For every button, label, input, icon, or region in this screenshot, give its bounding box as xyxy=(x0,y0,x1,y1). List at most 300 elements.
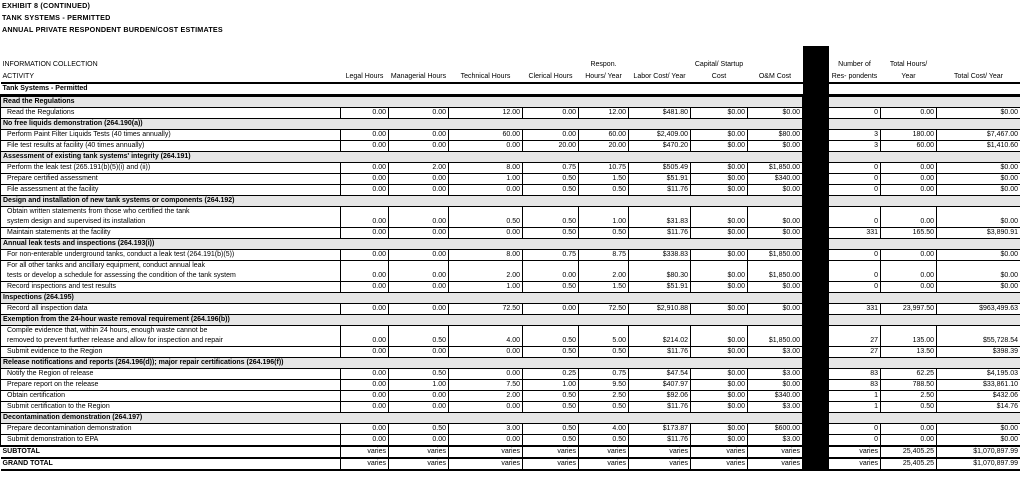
burden-cost-table xyxy=(0,46,1020,471)
managerial-hours-cell: 0.50 xyxy=(389,326,449,347)
table-body xyxy=(1,96,1020,471)
table-row xyxy=(1,250,1020,261)
total-hours-cell: 2.50 xyxy=(881,391,937,402)
legal-hours-cell: 0.00 xyxy=(341,424,389,435)
total-hours-cell: 0.00 xyxy=(881,185,937,196)
subtotal-row xyxy=(1,446,1020,458)
total-hours-cell: 60.00 xyxy=(881,141,937,152)
capital-cost-cell: $0.00 xyxy=(691,326,748,347)
total-cost-cell: $0.00 xyxy=(937,207,1020,228)
total-label: SUBTOTAL xyxy=(1,446,341,458)
technical-hours-cell: 0.00 xyxy=(449,141,523,152)
labor-cost-cell: $92.06 xyxy=(629,391,691,402)
capital-cost-cell: $0.00 xyxy=(691,304,748,315)
legal-hours-cell: 0.00 xyxy=(341,304,389,315)
capital-cost-cell: $0.00 xyxy=(691,250,748,261)
respondent-hours-total-cell: varies xyxy=(579,446,629,458)
clerical-hours-cell: 0.25 xyxy=(523,369,579,380)
technical-hours-cell: 1.00 xyxy=(449,174,523,185)
technical-hours-cell: 1.00 xyxy=(449,282,523,293)
column-separator xyxy=(803,261,829,282)
legal-hours-cell: 0.00 xyxy=(341,261,389,282)
om-cost-cell: $0.00 xyxy=(748,141,803,152)
total-cost-cell: $14.76 xyxy=(937,402,1020,413)
legal-hours-cell: 0.00 xyxy=(341,163,389,174)
column-separator xyxy=(803,83,829,96)
respondent-hours-cell: 2.00 xyxy=(579,261,629,282)
total-cost-cell: $7,467.00 xyxy=(937,130,1020,141)
section-filler xyxy=(829,239,1020,250)
total-cost-cell: $55,728.54 xyxy=(937,326,1020,347)
total-hours-cell: 0.00 xyxy=(881,435,937,447)
om-cost-cell: $0.00 xyxy=(748,108,803,119)
table-row xyxy=(1,163,1020,174)
total-hours-cell: 0.00 xyxy=(881,108,937,119)
column-separator xyxy=(803,380,829,391)
clerical-hours-total-cell: varies xyxy=(523,458,579,470)
activity-label xyxy=(1,141,341,152)
activity-label-line: Obtain certification xyxy=(7,392,65,399)
respondent-hours-cell: 0.50 xyxy=(579,347,629,358)
total-cost-cell: $398.39 xyxy=(937,347,1020,358)
legal-hours-cell: 0.00 xyxy=(341,326,389,347)
om-cost-total-cell: varies xyxy=(748,446,803,458)
tank-systems-title: Tank Systems - Permitted xyxy=(1,83,803,96)
column-separator xyxy=(803,46,829,83)
managerial-hours-cell: 0.00 xyxy=(389,141,449,152)
number-respondents-cell: 0 xyxy=(829,261,881,282)
labor-cost-cell: $407.97 xyxy=(629,380,691,391)
total-cost-total-cell: $1,070,897.99 xyxy=(937,446,1020,458)
total-cost-cell: $0.00 xyxy=(937,261,1020,282)
labor-cost-total-cell: varies xyxy=(629,458,691,470)
activity-label-line: Record inspections and test results xyxy=(7,283,116,290)
labor-cost-cell: $2,910.88 xyxy=(629,304,691,315)
capital-cost-cell: $0.00 xyxy=(691,402,748,413)
managerial-hours-total-cell: varies xyxy=(389,446,449,458)
capital-cost-cell: $0.00 xyxy=(691,163,748,174)
column-separator xyxy=(803,119,829,130)
table-row xyxy=(1,228,1020,239)
activity-label xyxy=(1,108,341,119)
total-hours-cell: 788.50 xyxy=(881,380,937,391)
total-cost-cell: $0.00 xyxy=(937,435,1020,447)
column-separator xyxy=(803,141,829,152)
column-separator xyxy=(803,358,829,369)
number-respondents-cell: 83 xyxy=(829,380,881,391)
capital-cost-cell: $0.00 xyxy=(691,207,748,228)
legal-hours-cell: 0.00 xyxy=(341,174,389,185)
section-filler xyxy=(829,293,1020,304)
column-separator xyxy=(803,282,829,293)
respondent-hours-cell: 0.75 xyxy=(579,369,629,380)
section-filler xyxy=(829,358,1020,369)
managerial-hours-cell: 0.00 xyxy=(389,174,449,185)
total-cost-cell: $4,195.03 xyxy=(937,369,1020,380)
section-header-row xyxy=(1,413,1020,424)
legal-hours-cell: 0.00 xyxy=(341,228,389,239)
om-cost-cell: $1,850.00 xyxy=(748,326,803,347)
respondent-hours-cell: 0.50 xyxy=(579,185,629,196)
managerial-hours-cell: 0.00 xyxy=(389,130,449,141)
total-hours-cell: 0.00 xyxy=(881,250,937,261)
clerical-hours-cell: 20.00 xyxy=(523,141,579,152)
column-separator xyxy=(803,326,829,347)
table-row xyxy=(1,130,1020,141)
activity-label-line: Prepare certified assessment xyxy=(7,175,98,182)
table-title: TANK SYSTEMS - PERMITTED xyxy=(2,13,111,22)
labor-cost-cell: $51.91 xyxy=(629,282,691,293)
column-separator xyxy=(803,130,829,141)
clerical-hours-cell: 0.50 xyxy=(523,185,579,196)
labor-cost-cell: $470.20 xyxy=(629,141,691,152)
total-hours-cell: 0.00 xyxy=(881,163,937,174)
section-title: No free liquids demonstration (264.190(a)) xyxy=(1,119,803,130)
column-separator xyxy=(803,347,829,358)
section-filler xyxy=(829,196,1020,207)
table-row xyxy=(1,369,1020,380)
column-separator xyxy=(803,315,829,326)
legal-hours-total-cell: varies xyxy=(341,446,389,458)
section-header-row xyxy=(1,293,1020,304)
respondent-hours-cell: 20.00 xyxy=(579,141,629,152)
number-respondents-cell: 0 xyxy=(829,435,881,447)
respondent-hours-cell: 0.50 xyxy=(579,402,629,413)
labor-cost-cell: $11.76 xyxy=(629,185,691,196)
number-respondents-cell: 0 xyxy=(829,250,881,261)
legal-hours-cell: 0.00 xyxy=(341,282,389,293)
total-cost-header: Total Cost/ Year xyxy=(953,72,1004,80)
column-separator xyxy=(803,458,829,470)
respondent-hours-cell: 0.50 xyxy=(579,435,629,447)
activity-label xyxy=(1,304,341,315)
column-separator xyxy=(803,402,829,413)
column-separator xyxy=(803,163,829,174)
column-separator xyxy=(803,108,829,119)
clerical-hours-cell: 1.00 xyxy=(523,380,579,391)
om-cost-cell: $0.00 xyxy=(748,304,803,315)
section-filler xyxy=(829,413,1020,424)
capital-cost-cell: $0.00 xyxy=(691,347,748,358)
table-row xyxy=(1,424,1020,435)
managerial-hours-header: Managerial Hours xyxy=(390,72,447,80)
managerial-hours-cell: 2.00 xyxy=(389,163,449,174)
section-title: Annual leak tests and inspections (264.193(i)) xyxy=(1,239,803,250)
table-row xyxy=(1,347,1020,358)
managerial-hours-cell: 0.50 xyxy=(389,424,449,435)
table-row xyxy=(1,261,1020,282)
om-cost-cell: $1,850.00 xyxy=(748,261,803,282)
labor-cost-cell: $11.76 xyxy=(629,228,691,239)
legal-hours-cell: 0.00 xyxy=(341,130,389,141)
clerical-hours-cell: 0.50 xyxy=(523,282,579,293)
section-title: Decontamination demonstration (264.197) xyxy=(1,413,803,424)
total-cost-cell: $963,499.63 xyxy=(937,304,1020,315)
technical-hours-cell: 60.00 xyxy=(449,130,523,141)
total-label: GRAND TOTAL xyxy=(1,458,341,470)
table-row xyxy=(1,207,1020,228)
total-cost-cell: $0.00 xyxy=(937,424,1020,435)
column-separator xyxy=(803,304,829,315)
om-cost-total-cell: varies xyxy=(748,458,803,470)
activity-label xyxy=(1,282,341,293)
number-respondents-total-cell: varies xyxy=(829,458,881,470)
clerical-hours-cell: 0.50 xyxy=(523,402,579,413)
clerical-hours-cell: 0.50 xyxy=(523,435,579,447)
number-respondents-cell: 27 xyxy=(829,347,881,358)
labor-cost-header: Labor Cost/ Year xyxy=(633,72,686,80)
section-filler xyxy=(829,152,1020,163)
clerical-hours-cell: 0.50 xyxy=(523,391,579,402)
om-cost-cell: $80.00 xyxy=(748,130,803,141)
total-cost-total-cell: $1,070,897.99 xyxy=(937,458,1020,470)
section-header-row xyxy=(1,119,1020,130)
activity-label xyxy=(1,207,341,228)
technical-hours-cell: 8.00 xyxy=(449,250,523,261)
labor-cost-cell: $11.76 xyxy=(629,402,691,413)
section-title: Design and installation of new tank systems or components (264.192) xyxy=(1,196,803,207)
total-hours-cell: 13.50 xyxy=(881,347,937,358)
activity-label-line: File assessment at the facility xyxy=(7,186,99,193)
technical-hours-cell: 0.00 xyxy=(449,402,523,413)
capital-cost-total-cell: varies xyxy=(691,446,748,458)
legal-hours-total-cell: varies xyxy=(341,458,389,470)
activity-label xyxy=(1,228,341,239)
activity-label-line: Submit demonstration to EPA xyxy=(7,436,99,443)
section-header-row xyxy=(1,315,1020,326)
respondent-hours-cell: 1.00 xyxy=(579,207,629,228)
clerical-hours-cell: 0.50 xyxy=(523,347,579,358)
respondent-hours-cell: 5.00 xyxy=(579,326,629,347)
respondent-hours-cell: 0.50 xyxy=(579,228,629,239)
column-separator xyxy=(803,228,829,239)
table-row xyxy=(1,108,1020,119)
legal-hours-cell: 0.00 xyxy=(341,250,389,261)
column-separator xyxy=(803,239,829,250)
total-hours-cell: 23,997.50 xyxy=(881,304,937,315)
section-header-row xyxy=(1,358,1020,369)
total-hours-cell: 62.25 xyxy=(881,369,937,380)
activity-label-line: Maintain statements at the facility xyxy=(7,229,111,236)
activity-label-line: Notify the Region of release xyxy=(7,370,94,377)
managerial-hours-cell: 0.00 xyxy=(389,228,449,239)
table-row xyxy=(1,304,1020,315)
activity-label xyxy=(1,402,341,413)
column-separator xyxy=(803,152,829,163)
total-cost-cell: $0.00 xyxy=(937,185,1020,196)
activity-label xyxy=(1,435,341,447)
number-respondents-cell: 0 xyxy=(829,174,881,185)
total-cost-cell: $0.00 xyxy=(937,108,1020,119)
column-separator xyxy=(803,174,829,185)
om-cost-cell: $340.00 xyxy=(748,174,803,185)
total-hours-cell: 165.50 xyxy=(881,228,937,239)
activity-label xyxy=(1,163,341,174)
technical-hours-cell: 0.00 xyxy=(449,185,523,196)
table-row xyxy=(1,391,1020,402)
activity-label-line: tests or develop a schedule for assessing the condition of the tank system xyxy=(7,272,236,279)
respondent-hours-total-cell: varies xyxy=(579,458,629,470)
technical-hours-cell: 4.00 xyxy=(449,326,523,347)
section-header-row xyxy=(1,152,1020,163)
activity-column-header: INFORMATION COLLECTION ACTIVITY xyxy=(2,61,98,80)
activity-label-line: Submit evidence to the Region xyxy=(7,348,103,355)
technical-hours-cell: 72.50 xyxy=(449,304,523,315)
table-row xyxy=(1,380,1020,391)
column-separator xyxy=(803,196,829,207)
activity-label-line: Submit certification to the Region xyxy=(7,403,110,410)
technical-hours-cell: 2.00 xyxy=(449,261,523,282)
managerial-hours-cell: 0.00 xyxy=(389,185,449,196)
total-cost-cell: $1,410.60 xyxy=(937,141,1020,152)
total-hours-total-cell: 25,405.25 xyxy=(881,446,937,458)
capital-cost-cell: $0.00 xyxy=(691,228,748,239)
labor-cost-cell: $47.54 xyxy=(629,369,691,380)
managerial-hours-cell: 0.00 xyxy=(389,261,449,282)
table-row xyxy=(1,141,1020,152)
section-header-row xyxy=(1,196,1020,207)
capital-cost-cell: $0.00 xyxy=(691,424,748,435)
om-cost-cell: $1,850.00 xyxy=(748,163,803,174)
activity-label xyxy=(1,130,341,141)
labor-cost-cell: $11.76 xyxy=(629,435,691,447)
technical-hours-cell: 0.00 xyxy=(449,435,523,447)
om-cost-cell: $600.00 xyxy=(748,424,803,435)
total-hours-cell: 0.00 xyxy=(881,424,937,435)
activity-label xyxy=(1,185,341,196)
total-hours-cell: 0.00 xyxy=(881,207,937,228)
legal-hours-header: Legal Hours xyxy=(345,72,384,80)
clerical-hours-cell: 0.00 xyxy=(523,261,579,282)
respondent-hours-cell: 8.75 xyxy=(579,250,629,261)
clerical-hours-cell: 0.00 xyxy=(523,130,579,141)
total-cost-cell: $3,890.91 xyxy=(937,228,1020,239)
legal-hours-cell: 0.00 xyxy=(341,108,389,119)
table-row xyxy=(1,402,1020,413)
labor-cost-cell: $173.87 xyxy=(629,424,691,435)
total-cost-cell: $0.00 xyxy=(937,250,1020,261)
legal-hours-cell: 0.00 xyxy=(341,402,389,413)
technical-hours-cell: 0.00 xyxy=(449,228,523,239)
labor-cost-cell: $481.80 xyxy=(629,108,691,119)
legal-hours-cell: 0.00 xyxy=(341,435,389,447)
column-separator xyxy=(803,435,829,447)
labor-cost-cell: $11.76 xyxy=(629,347,691,358)
clerical-hours-cell: 0.00 xyxy=(523,108,579,119)
activity-label xyxy=(1,174,341,185)
number-respondents-cell: 0 xyxy=(829,163,881,174)
technical-hours-cell: 2.00 xyxy=(449,391,523,402)
legal-hours-cell: 0.00 xyxy=(341,391,389,402)
om-cost-cell: $3.00 xyxy=(748,435,803,447)
section-header-row xyxy=(1,239,1020,250)
legal-hours-cell: 0.00 xyxy=(341,380,389,391)
labor-cost-total-cell: varies xyxy=(629,446,691,458)
clerical-hours-header: Clerical Hours xyxy=(528,72,573,80)
total-cost-cell: $0.00 xyxy=(937,163,1020,174)
activity-label-line: system design and supervised its installation xyxy=(7,218,146,225)
section-filler xyxy=(829,119,1020,130)
respondent-hours-cell: 1.50 xyxy=(579,282,629,293)
managerial-hours-cell: 0.00 xyxy=(389,250,449,261)
labor-cost-cell: $338.83 xyxy=(629,250,691,261)
section-filler xyxy=(829,315,1020,326)
section-title: Inspections (264.195) xyxy=(1,293,803,304)
total-cost-cell: $0.00 xyxy=(937,174,1020,185)
capital-cost-cell: $0.00 xyxy=(691,174,748,185)
technical-hours-header: Technical Hours xyxy=(460,72,511,80)
column-separator xyxy=(803,424,829,435)
technical-hours-cell: 0.00 xyxy=(449,347,523,358)
managerial-hours-cell: 0.00 xyxy=(389,347,449,358)
legal-hours-cell: 0.00 xyxy=(341,347,389,358)
number-respondents-cell: 83 xyxy=(829,369,881,380)
om-cost-cell: $1,850.00 xyxy=(748,250,803,261)
total-hours-cell: 180.00 xyxy=(881,130,937,141)
respondent-hours-cell: 10.75 xyxy=(579,163,629,174)
number-respondents-cell: 0 xyxy=(829,424,881,435)
capital-cost-cell: $0.00 xyxy=(691,108,748,119)
total-hours-cell: 0.00 xyxy=(881,261,937,282)
technical-hours-cell: 0.50 xyxy=(449,207,523,228)
total-hours-cell: 0.00 xyxy=(881,174,937,185)
activity-label-line: File test results at facility (40 times annually) xyxy=(7,142,145,149)
capital-cost-cell: $0.00 xyxy=(691,282,748,293)
activity-label-line: Record all inspection data xyxy=(7,305,88,312)
activity-label-line: For all other tanks and ancillary equipment, conduct annual leak xyxy=(7,262,206,269)
labor-cost-cell: $2,409.00 xyxy=(629,130,691,141)
section-title: Release notifications and reports (264.196(d)); major repair certifications (264.196(f)) xyxy=(1,358,803,369)
respondent-hours-cell: 60.00 xyxy=(579,130,629,141)
labor-cost-cell: $51.91 xyxy=(629,174,691,185)
managerial-hours-cell: 0.50 xyxy=(389,369,449,380)
grand-total-row xyxy=(1,458,1020,470)
capital-cost-cell: $0.00 xyxy=(691,369,748,380)
labor-cost-cell: $214.02 xyxy=(629,326,691,347)
capital-cost-cell: $0.00 xyxy=(691,391,748,402)
exhibit-title: EXHIBIT 8 (CONTINUED) xyxy=(2,1,91,10)
respondent-hours-cell: 4.00 xyxy=(579,424,629,435)
activity-label-line: For non-enterable underground tanks, conduct a leak test (264.191(b)(5)) xyxy=(7,251,235,258)
number-respondents-cell: 1 xyxy=(829,402,881,413)
technical-hours-total-cell: varies xyxy=(449,458,523,470)
activity-label xyxy=(1,347,341,358)
om-cost-cell: $0.00 xyxy=(748,380,803,391)
om-cost-header: O&M Cost xyxy=(758,72,792,80)
section-header-row xyxy=(1,96,1020,108)
legal-hours-cell: 0.00 xyxy=(341,207,389,228)
managerial-hours-cell: 0.00 xyxy=(389,207,449,228)
managerial-hours-cell: 1.00 xyxy=(389,380,449,391)
om-cost-cell: $0.00 xyxy=(748,185,803,196)
capital-cost-cell: $0.00 xyxy=(691,435,748,447)
capital-cost-cell: $0.00 xyxy=(691,380,748,391)
table-row xyxy=(1,435,1020,447)
technical-hours-cell: 7.50 xyxy=(449,380,523,391)
activity-label xyxy=(1,250,341,261)
om-cost-cell: $0.00 xyxy=(748,282,803,293)
respondent-hours-cell: 12.00 xyxy=(579,108,629,119)
column-separator xyxy=(803,446,829,458)
total-hours-cell: 135.00 xyxy=(881,326,937,347)
column-separator xyxy=(803,96,829,108)
total-hours-cell: 0.00 xyxy=(881,282,937,293)
respondent-hours-header: Respon. Hours/ Year xyxy=(585,61,622,80)
activity-label xyxy=(1,391,341,402)
managerial-hours-cell: 0.00 xyxy=(389,391,449,402)
capital-cost-cell: $0.00 xyxy=(691,185,748,196)
number-respondents-cell: 0 xyxy=(829,282,881,293)
